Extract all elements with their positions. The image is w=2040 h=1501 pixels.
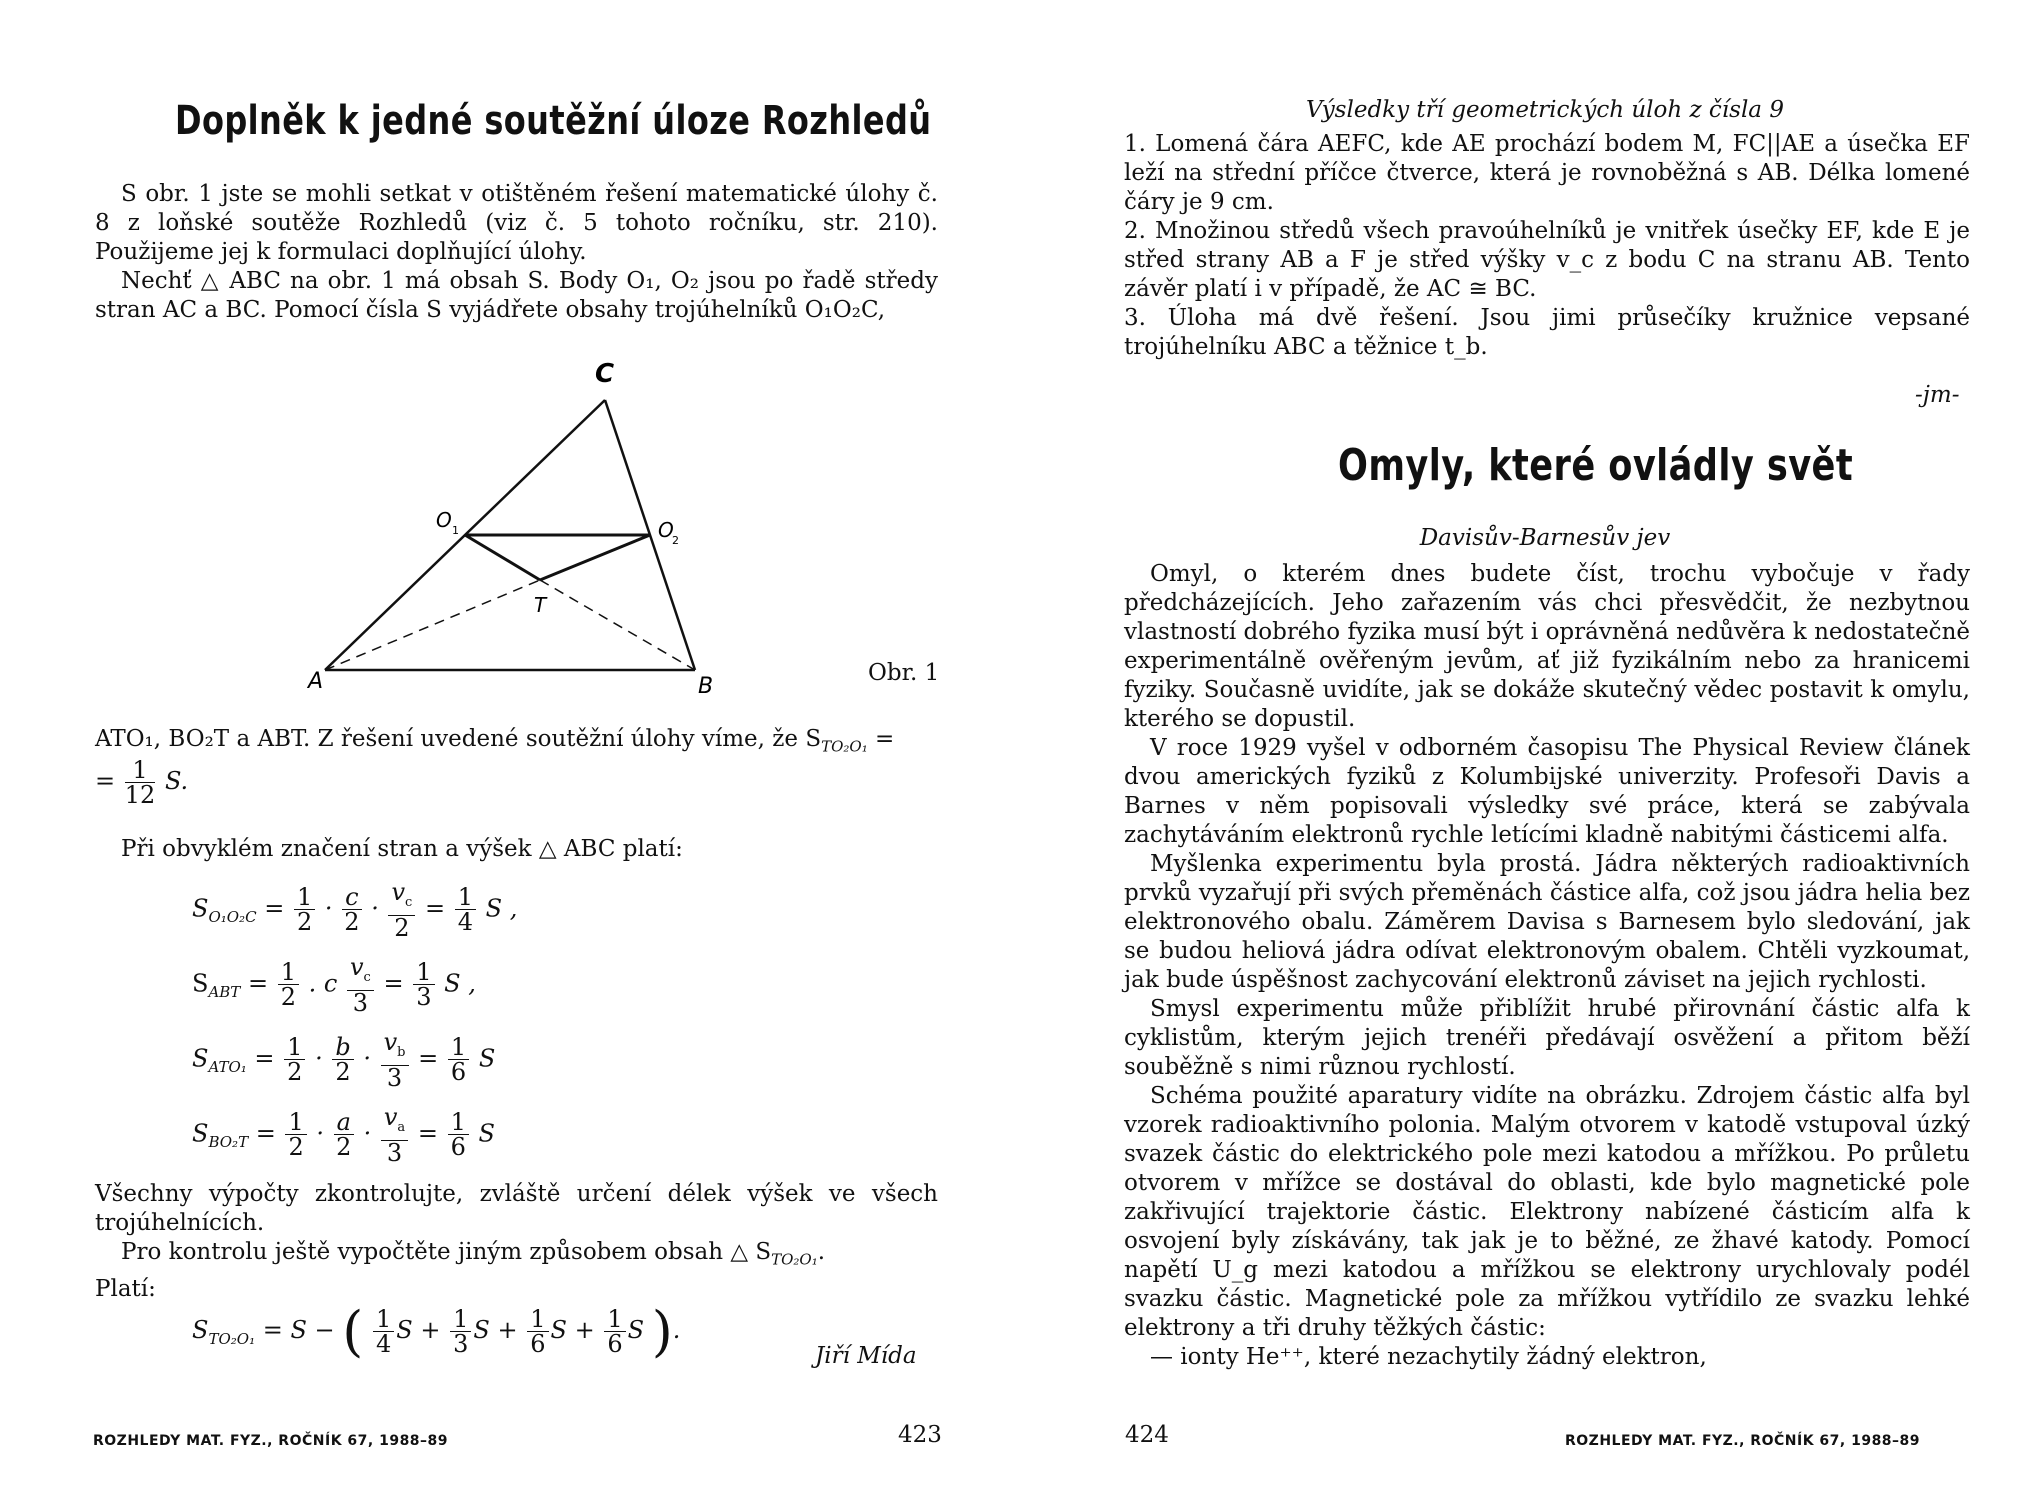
segment-O2T (540, 535, 650, 580)
check-text (95, 1180, 938, 1304)
left-footer: ROZHLEDY MAT. FYZ., ROČNÍK 67, 1988–89 (93, 1433, 449, 1449)
article-title-2: Omyly, které ovládly svět (1338, 440, 1854, 491)
check-paragraph-2: Pro kontrolu ještě vypočtěte jiným způsobem obsah △ $S_{TO_2O_1}$. (121, 1239, 826, 1269)
label-O1: O (436, 508, 452, 532)
label-O2: O (658, 518, 674, 542)
body-paragraph-5: Schéma použité aparatury vidíte na obrázku. Zdrojem částic alfa byl vzorek radioaktivního polonia. Malým otvorem v katodě vstupoval úzký svazek částic do elektrického pole mezi katodou a mřížkou. Po průletu otvorem v mřížce se dostával do oblasti, kde bylo magnetické pole zakřivující trajektorie částic. Elektrony nabízené částicím alfa k osvojení byly získávány, tak jak je to běžné, ze žhavé katody. Pomocí napětí U_g mezi katodou a mřížkou se elektrony urychlovaly podél svazku částic. Magnetické pole za mřížkou vytřídilo ze svazku lehké elektrony a tři druhy těžkých částic: (1124, 1083, 1970, 1341)
label-C: C (595, 359, 615, 389)
result-3: 3. Úloha má dvě řešení. Jsou jimi průsečíky kružnice vepsané trojúhelníku ABC a těžnice t_b. (1124, 305, 1970, 360)
equation-ATO1: $S_{ATO_1}$ = $\frac{1}{2}$ · $\frac{b}{2}$ · $\frac{v_b}{3}$ = $\frac{1}{6}$ S (192, 1028, 496, 1092)
dashed-TB (540, 580, 695, 670)
left-page-number: 423 (898, 1422, 942, 1448)
label-O1-sub: 1 (452, 524, 459, 537)
body-paragraph-2: V roce 1929 vyšel v odborném časopisu The Physical Review článek dvou amerických fyziků z Kolumbijské univerzity. Profesoři Davis a Barnes v něm popisovali výsledky své práce, která se zabývala zachytáváním elektronů rychle letícími kladně nabitými částicemi alfa. (1124, 735, 1970, 848)
dashed-AT (325, 580, 540, 670)
after-figure-text (95, 725, 938, 762)
intro-text (95, 180, 938, 325)
body-paragraph-4: Smysl experimentu může přiblížit hrubé přirovnání částic alfa k cyklistům, kterým jejich trenéři předávají osvěžení a přitom běží souběžně s nimi různou rychlostí. (1124, 996, 1970, 1080)
body-paragraph-1: Omyl, o kterém dnes budete číst, trochu vybočuje v řady předcházejících. Jeho zařazením vás chci přesvědčit, že nezbytnou vlastností dobrého fyzika musí být i oprávněná nedůvěra k nedostatečně experimentálně ověřeným jevům, ať již fyzikálním nebo za hranicemi fyziky. Současně uvidíte, jak se dokáže skutečný vědec postavit k omylu, kterého se dopustil. (1124, 561, 1970, 732)
final-equation: $S_{TO_2O_1} = S$ − ( $\frac{1}{4}$ S + $\frac{1}{3}$ S + $\frac{1}{6}$ S + $\frac{1}{6}$ S ). (192, 1300, 681, 1363)
label-T: T (534, 593, 547, 617)
notation-line: Při obvyklém značení stran a výšek △ ABC platí: (121, 836, 683, 862)
check-paragraph-1: Všechny výpočty zkontrolujte, zvláště určení délek výšek ve všech trojúhelnících. (95, 1181, 938, 1236)
results-heading: Výsledky tří geometrických úloh z čísla 9 (1306, 97, 1784, 123)
notation-text (95, 835, 938, 864)
label-A: A (308, 669, 324, 694)
body-paragraph-3: Myšlenka experimentu byla prostá. Jádra některých radioaktivních prvků vyzařují při svých přeměnách částice alfa, což jsou jádra helia bez elektronového obalu. Záměrem Davisa s Barnesem bylo sledování, jak se budou heliová jádra odívat elektronovým obalem. Chtěli vyzkoumat, jak bude úspěšnost zachycování elektronů záviset na jejich rychlosti. (1124, 851, 1970, 993)
author-signature: Jiří Mída (815, 1343, 917, 1369)
equation-BO2T: $S_{BO_2T}$ = $\frac{1}{2}$ · $\frac{a}{2}$ · $\frac{v_a}{3}$ = $\frac{1}{6}$ S (192, 1103, 495, 1167)
triangle-figure (290, 350, 750, 700)
area-fraction: = $\frac{1}{12}$ S. (95, 756, 189, 809)
article-title: Doplněk k jedné soutěžní úloze Rozhledů (175, 98, 932, 144)
label-B: B (698, 674, 714, 699)
body-paragraph-6: — ionty He⁺⁺, které nezachytily žádný elektron, (1150, 1344, 1707, 1370)
after-figure-paragraph: ATO₁, BO₂T a ABT. Z řešení uvedené soutěžní úlohy víme, že $S_{TO_2O_1}$ = (95, 726, 895, 756)
segment-O1T (465, 535, 540, 580)
result-2: 2. Množinou středů všech pravoúhelníků je vnitřek úsečky EF, kde E je střed strany AB a F je střed výšky v_c z bodu C na stranu AB. Tento závěr platí i v případě, že AC ≅ BC. (1124, 218, 1970, 302)
right-page (1020, 0, 2040, 1501)
result-1: 1. Lomená čára AEFC, kde AE prochází bodem M, FC||AE a úsečka EF leží na střední příčce čtverce, která je rovnoběžná s AB. Délka lomené čáry je 9 cm. (1124, 131, 1970, 215)
results-text (1124, 130, 1970, 362)
intro-paragraph-2: Nechť △ ABC na obr. 1 má obsah S. Body O₁, O₂ jsou po řadě středy stran AC a BC. Pomocí čísla S vyjádřete obsahy trojúhelníků O₁O₂C, (95, 268, 938, 323)
results-signature: -jm- (1915, 382, 1960, 408)
equation-O1O2C: $S_{O_1O_2C}$ = $\frac{1}{2}$ · $\frac{c}{2}$ · $\frac{v_c}{2}$ = $\frac{1}{4}$ S , (192, 878, 518, 942)
equation-ABT: $S_{ABT}$ = $\frac{1}{2}$ . c $\frac{v_c}{3}$ = $\frac{1}{3}$ S , (192, 953, 476, 1017)
label-O2-sub: 2 (672, 534, 679, 547)
right-page-number: 424 (1125, 1422, 1169, 1448)
plati-line: Platí: (95, 1275, 156, 1302)
article-subtitle: Davisův-Barnesův jev (1419, 525, 1671, 551)
figure-caption: Obr. 1 (868, 660, 940, 686)
intro-paragraph-1: S obr. 1 jste se mohli setkat v otištěném řešení matematické úlohy č. 8 z loňské soutěže Rozhledů (viz č. 5 tohoto ročníku, str. 210). Použijeme jej k formulaci doplňující úlohy. (95, 181, 938, 265)
right-footer: ROZHLEDY MAT. FYZ., ROČNÍK 67, 1988–89 (1565, 1433, 1921, 1449)
article-body (1124, 560, 1970, 1372)
